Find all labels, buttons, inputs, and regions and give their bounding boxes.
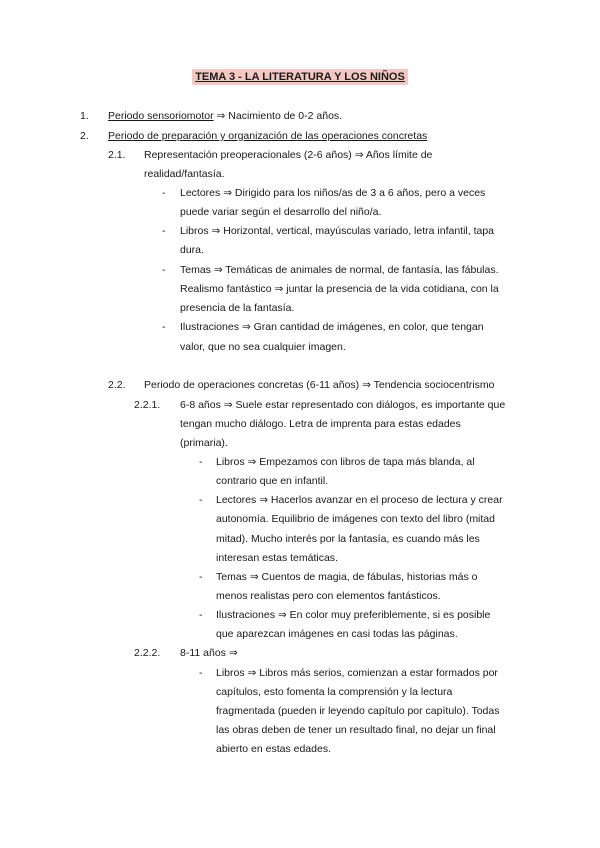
s222-b1-line: las obras deben de tener un resultado final, no dejar un final: [216, 724, 496, 736]
s221-b4-line: que aparezcan imágenes en casi todas las páginas.: [216, 628, 458, 640]
s21-b2-line: Libros ⇒ Horizontal, vertical, mayúsculas variado, letra infantil, tapa: [180, 225, 495, 237]
page-title: TEMA 3 - LA LITERATURA Y LOS NIÑOS: [192, 69, 408, 85]
s221-b1-line: Libros ⇒ Empezamos con libros de tapa más blanda, al: [216, 456, 475, 468]
s21-b2-line: dura.: [180, 244, 204, 256]
item-1-text: ⇒ Nacimiento de 0-2 años.: [213, 110, 343, 122]
bullet-dash: -: [162, 264, 166, 276]
item-2-label: Periodo de preparación y organización de las operaciones concretas: [108, 130, 428, 142]
s221-b4-line: Ilustraciones ⇒ En color muy preferiblemente, si es posible: [216, 609, 491, 621]
s221-line: (primaria).: [180, 437, 228, 449]
s21-b4-line: valor, que no sea cualquier imagen.: [180, 341, 346, 353]
s221-b2-line: autonomía. Equilibrio de imágenes con texto del libro (mitad: [216, 513, 495, 525]
s221-line: tengan mucho diálogo. Letra de imprenta para estas edades: [180, 418, 461, 430]
s222-b1-line: fragmentada (pueden ir leyendo capítulo por capítulo). Todas: [216, 705, 500, 717]
bullet-dash: -: [199, 667, 203, 679]
bullet-dash: -: [199, 456, 203, 468]
bullet-dash: -: [162, 187, 166, 199]
s222-b1-line: abierto en estas edades.: [216, 743, 331, 755]
bullet-dash: -: [199, 609, 203, 621]
item-1-label: Periodo sensoriomotor: [108, 110, 214, 122]
s221-b2-line: Lectores ⇒ Hacerlos avanzar en el proceso de lectura y crear: [216, 494, 503, 506]
s21-b3-line: Temas ⇒ Temáticas de animales de normal, de fantasía, las fábulas.: [180, 264, 499, 276]
s221-b2-line: interesan estas temáticas.: [216, 552, 338, 564]
s221-line: 6-8 años ⇒ Suele estar representado con diálogos, es importante que: [180, 399, 506, 411]
item-2-number: 2.: [80, 130, 89, 142]
item-1-number: 1.: [80, 110, 89, 122]
s21-b3-line: Realismo fantástico ⇒ juntar la presencia de la vida cotidiana, con la: [180, 283, 499, 295]
s222-b1-line: Libros ⇒ Libros más serios, comienzan a estar formados por: [216, 667, 498, 679]
s222-b1-line: capítulos, esto fomenta la comprensión y la lectura: [216, 686, 453, 698]
s21-line: Representación preoperacionales (2-6 años) ⇒ Años límite de: [144, 149, 433, 161]
item-2: [108, 127, 427, 146]
bullet-dash: -: [199, 494, 203, 506]
bullet-dash: -: [162, 321, 166, 333]
s22-line: Periodo de operaciones concretas (6-11 años) ⇒ Tendencia sociocentrismo: [144, 379, 495, 391]
s222-number: 2.2.2.: [134, 647, 161, 659]
s222-line: 8-11 años ⇒: [180, 647, 238, 659]
s21-line: realidad/fantasía.: [144, 168, 225, 180]
title-wrap: [0, 69, 600, 85]
bullet-dash: -: [199, 571, 203, 583]
s21-b4-line: Ilustraciones ⇒ Gran cantidad de imágenes, en color, que tengan: [180, 321, 484, 333]
s21-number: 2.1.: [108, 149, 126, 161]
s21-b1-line: Lectores ⇒ Dirigido para los niños/as de 3 a 6 años, pero a veces: [180, 187, 486, 199]
s21-b3-line: presencia de la fantasía.: [180, 302, 295, 314]
s22-number: 2.2.: [108, 379, 126, 391]
s221-b1-line: contrario que en infantil.: [216, 475, 329, 487]
item-1: [108, 107, 342, 126]
bullet-dash: -: [162, 225, 166, 237]
s21-b1-line: puede variar según el desarrollo del niño/a.: [180, 206, 382, 218]
s221-b3-line: menos realistas pero con elementos fantásticos.: [216, 590, 441, 602]
s221-number: 2.2.1.: [134, 399, 161, 411]
s221-b2-line: mitad). Mucho interés por la fantasía, es cuando más les: [216, 533, 480, 545]
s221-b3-line: Temas ⇒ Cuentos de magia, de fábulas, historias más o: [216, 571, 478, 583]
